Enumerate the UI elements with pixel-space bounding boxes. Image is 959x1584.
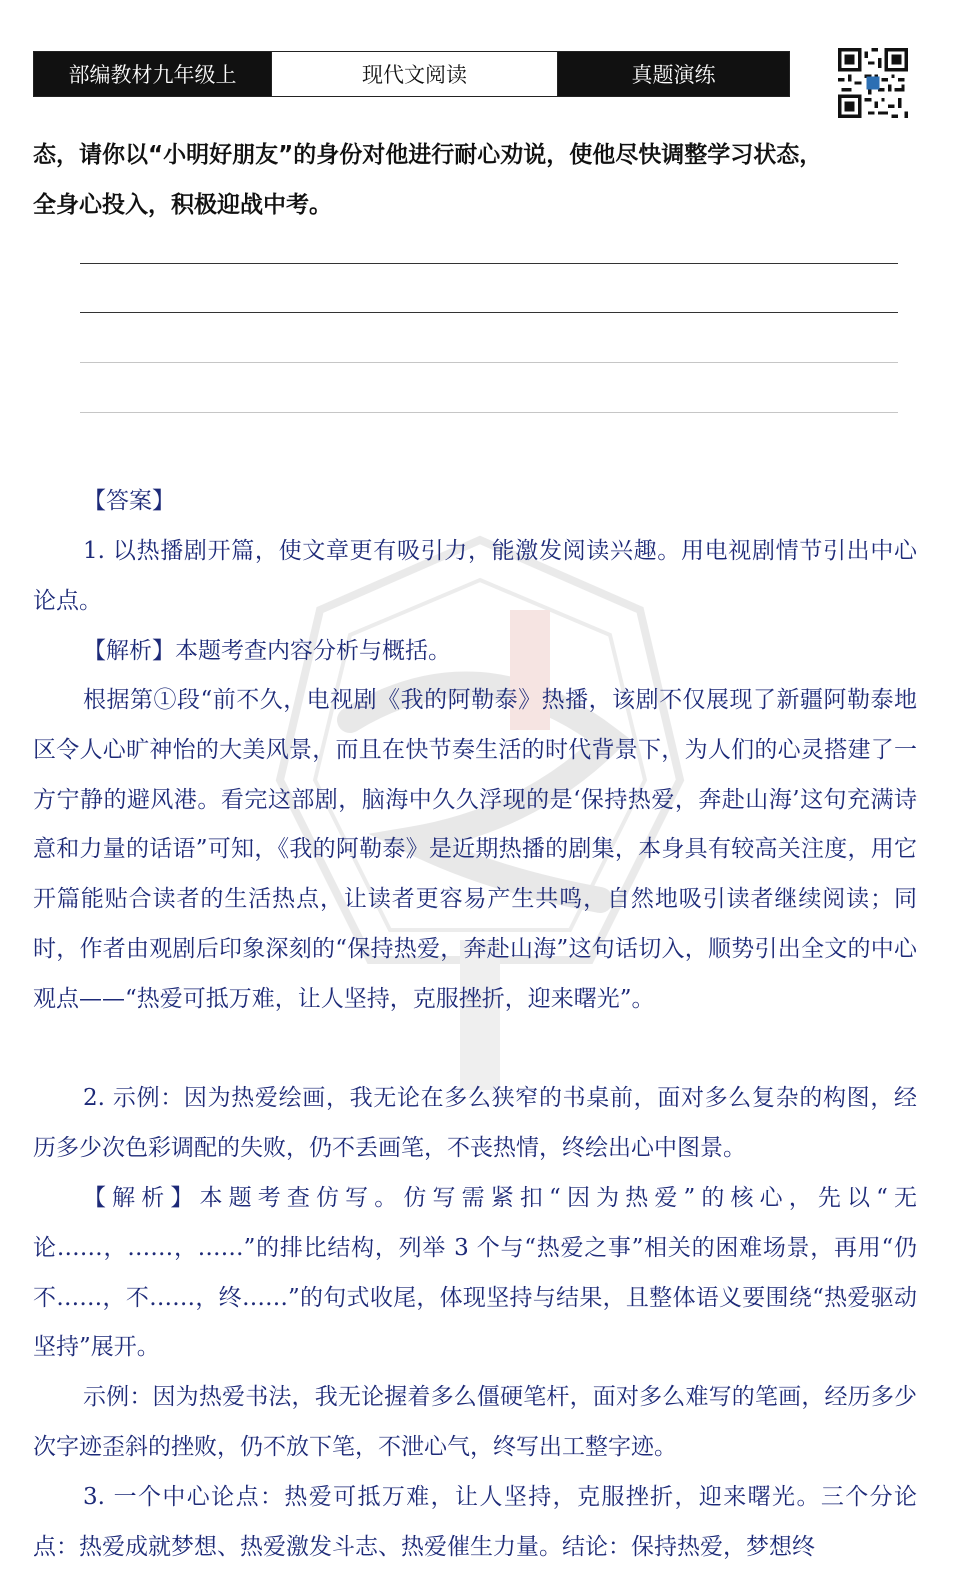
- analysis-detail-1: [33, 676, 917, 1025]
- analysis-tag: 【解析】: [83, 638, 175, 664]
- qr-code-icon: [838, 48, 908, 118]
- answer-text: 3. 一个中心论点：热爱可抵万难，让人坚持，克服挫折，迎来曙光。三个分论点：热爱成就梦想、热爱激发斗志、热爱催生力量。结论：保持热爱，梦想终: [33, 1484, 917, 1560]
- analysis-detail-text: 根据第①段“前不久，电视剧《我的阿勒泰》热播，该剧不仅展现了新疆阿勒泰地区令人心旷神怡的大美风景，而且在快节奏生活的时代背景下，为人们的心灵搭建了一方宁静的避风港。看完这部剧，脑海中久久浮现的是‘保持热爱，奔赴山海’这句充满诗意和力量的话语”可知，《我的阿勒泰》是近期热播的剧集，本身具有较高关注度，用它开篇能贴合读者的生活热点，让读者更容易产生共鸣，自然地吸引读者继续阅读；同时，作者由观剧后印象深刻的“保持热爱，奔赴山海”这句话切入，顺势引出全文的中心观点——“热爱可抵万难，让人坚持，克服挫折，迎来曙光”。: [33, 687, 917, 1012]
- analysis-text: 本题考查内容分析与概括。: [175, 638, 451, 664]
- analysis-tag: 【解析】: [83, 1185, 200, 1211]
- question-line-2: 全身心投入，积极迎战中考。: [33, 192, 332, 218]
- answer-text: 1. 以热播剧开篇，使文章更有吸引力，能激发阅读兴趣。用电视剧情节引出中心论点。: [33, 538, 917, 614]
- answer-writing-line: [80, 412, 898, 413]
- question-line-1: 态，请你以“小明好朋友”的身份对他进行耐心劝说，使他尽快调整学习状态，: [33, 142, 823, 168]
- example-text: 示例：因为热爱书法，我无论握着多么僵硬笔杆，面对多么难写的笔画，经历多少次字迹歪斜的挫败，仍不放下笔，不泄心气，终写出工整字迹。: [33, 1384, 917, 1460]
- answer-item-2: [33, 1074, 917, 1174]
- header-grade-label: 部编教材九年级上: [34, 52, 271, 96]
- example-item-2: [33, 1373, 917, 1473]
- answer-writing-line: [80, 312, 898, 313]
- analysis-item-1: [33, 627, 917, 677]
- answer-item-1: [33, 527, 917, 627]
- header-practice-label: 真题演练: [558, 52, 789, 96]
- answer-heading: 【答案】: [83, 488, 175, 514]
- header-section-label: 现代文阅读: [271, 52, 558, 96]
- analysis-text: 本题考查仿写。仿写需紧扣“因为热爱”的核心，先以“无论……，……，……”的排比结构，列举 3 个与“热爱之事”相关的困难场景，再用“仍不……，不……，终……”的句式收尾，体现坚持与结果，且整体语义要围绕“热爱驱动坚持”展开。: [33, 1185, 917, 1361]
- answer-text: 2. 示例：因为热爱绘画，我无论在多么狭窄的书桌前，面对多么复杂的构图，经历多少次色彩调配的失败，仍不丢画笔，不丧热情，终绘出心中图景。: [33, 1085, 917, 1161]
- answer-writing-line: [80, 362, 898, 363]
- answer-item-3: [33, 1473, 917, 1573]
- header-bar: [33, 51, 790, 97]
- analysis-item-2: [33, 1174, 917, 1373]
- answer-writing-line: [80, 263, 898, 264]
